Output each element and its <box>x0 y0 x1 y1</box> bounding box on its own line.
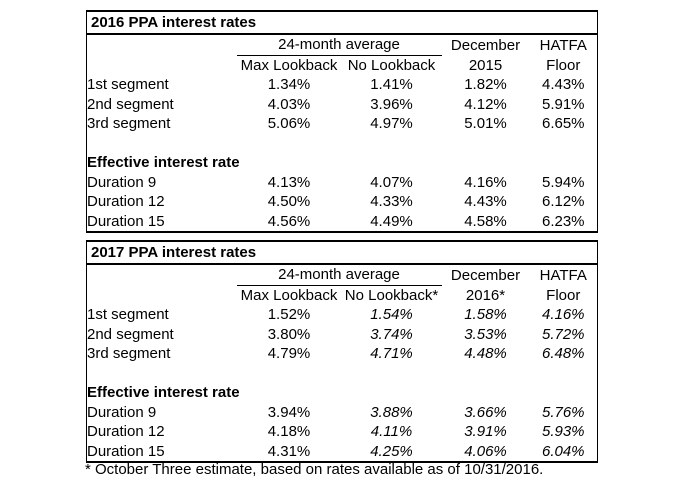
value-cell: 3.91% <box>464 423 507 441</box>
value-cell: 4.56% <box>267 212 311 230</box>
value-cell: 4.07% <box>370 173 413 191</box>
value-cell: 5.06% <box>267 115 311 133</box>
section-header-row <box>87 153 598 173</box>
value-cell <box>530 383 598 403</box>
value-cell: 4.50% <box>267 193 311 211</box>
data-row <box>87 305 598 325</box>
spacer-row <box>87 134 598 154</box>
value-cell <box>237 364 342 384</box>
col-header-year: 2015 <box>468 56 503 74</box>
row-label <box>87 134 237 154</box>
row-label: Duration 9 <box>87 173 157 191</box>
value-cell <box>442 383 530 403</box>
value-cell: 4.13% <box>267 173 311 191</box>
value-cell: 4.06% <box>464 442 507 460</box>
value-cell: 4.16% <box>464 173 507 191</box>
value-cell <box>342 153 442 173</box>
value-cell: 3.66% <box>464 403 507 421</box>
sub-header-row <box>87 55 598 75</box>
value-cell <box>442 134 530 154</box>
value-cell: 3.74% <box>370 325 413 343</box>
data-row <box>87 95 598 115</box>
value-cell: 6.23% <box>541 212 585 230</box>
value-cell <box>342 364 442 384</box>
value-cell: 4.33% <box>370 193 413 211</box>
table-title-row <box>87 11 598 34</box>
value-cell: 4.48% <box>464 345 507 363</box>
col-header-no-lookback: No Lookback* <box>344 286 439 304</box>
value-cell <box>530 364 598 384</box>
value-cell: 5.94% <box>541 173 585 191</box>
value-cell <box>442 153 530 173</box>
value-cell: 5.91% <box>541 95 585 113</box>
ppa-2016-table <box>86 10 598 233</box>
col-header-floor: Floor <box>546 286 581 304</box>
value-cell: 4.79% <box>267 345 311 363</box>
col-header-year: 2016* <box>465 286 506 304</box>
row-label: Effective interest rate <box>87 154 240 172</box>
value-cell: 3.88% <box>370 403 413 421</box>
col-header-max-lookback: Max Lookback <box>240 56 338 74</box>
value-cell: 5.76% <box>541 403 585 421</box>
value-cell <box>442 364 530 384</box>
value-cell: 4.03% <box>267 95 311 113</box>
value-cell: 4.58% <box>464 212 507 230</box>
data-row <box>87 114 598 134</box>
value-cell <box>237 383 342 403</box>
value-cell: 4.16% <box>541 306 585 324</box>
value-cell <box>237 134 342 154</box>
value-cell: 4.12% <box>464 95 507 113</box>
value-cell: 1.34% <box>267 76 311 94</box>
value-cell: 5.93% <box>541 423 585 441</box>
sub-header-row <box>87 285 598 305</box>
footnote: * October Three estimate, based on rates available as of 10/31/2016. <box>85 461 544 478</box>
value-cell: 6.48% <box>541 345 585 363</box>
empty-cell <box>87 264 237 285</box>
group-header-row <box>87 34 598 55</box>
row-label: 3rd segment <box>87 345 171 363</box>
row-label: 3rd segment <box>87 115 171 133</box>
value-cell: 6.12% <box>541 193 585 211</box>
data-row <box>87 75 598 95</box>
col-header-no-lookback: No Lookback <box>347 56 436 74</box>
col-header-max-lookback: Max Lookback <box>240 286 338 304</box>
ppa-2017-table <box>86 240 598 463</box>
value-cell: 1.52% <box>267 306 311 324</box>
row-label: 2nd segment <box>87 95 174 113</box>
table-title: 2016 PPA interest rates <box>87 11 598 34</box>
data-row <box>87 212 598 233</box>
section-header-row <box>87 383 598 403</box>
row-label <box>87 364 237 384</box>
value-cell: 1.82% <box>464 76 507 94</box>
value-cell: 6.65% <box>541 115 585 133</box>
spacer-row <box>87 364 598 384</box>
value-cell: 1.58% <box>464 306 507 324</box>
value-cell: 3.80% <box>267 325 311 343</box>
group-header-row <box>87 264 598 285</box>
col-header-december: December <box>450 266 521 284</box>
data-row <box>87 344 598 364</box>
value-cell: 4.18% <box>267 423 311 441</box>
row-label: Effective interest rate <box>87 384 240 402</box>
value-cell: 3.94% <box>267 403 311 421</box>
value-cell <box>342 134 442 154</box>
value-cell: 5.72% <box>541 325 585 343</box>
empty-cell <box>87 285 237 305</box>
data-row <box>87 403 598 423</box>
value-cell: 3.53% <box>464 325 507 343</box>
value-cell: 3.96% <box>370 95 413 113</box>
col-header-hatfa: HATFA <box>539 266 587 284</box>
value-cell: 4.43% <box>464 193 507 211</box>
data-row <box>87 192 598 212</box>
empty-cell <box>87 34 237 55</box>
row-label: Duration 15 <box>87 212 165 230</box>
data-row <box>87 325 598 345</box>
value-cell: 4.31% <box>267 442 311 460</box>
row-label: Duration 12 <box>87 193 165 211</box>
value-cell: 4.97% <box>370 115 413 133</box>
value-cell <box>342 383 442 403</box>
data-row <box>87 442 598 463</box>
row-label: Duration 15 <box>87 442 165 460</box>
data-row <box>87 422 598 442</box>
value-cell: 1.41% <box>370 76 413 94</box>
group-header-24-month: 24-month average <box>237 34 442 55</box>
row-label: 1st segment <box>87 76 169 94</box>
value-cell <box>237 153 342 173</box>
col-header-floor: Floor <box>546 56 581 74</box>
value-cell: 4.11% <box>370 423 413 441</box>
value-cell: 6.04% <box>541 442 585 460</box>
value-cell: 4.71% <box>370 345 413 363</box>
table-title-row <box>87 241 598 264</box>
value-cell: 4.25% <box>370 442 413 460</box>
value-cell: 4.49% <box>370 212 413 230</box>
group-header-24-month: 24-month average <box>237 264 442 285</box>
table-title: 2017 PPA interest rates <box>87 241 598 264</box>
col-header-december: December <box>450 36 521 54</box>
row-label: Duration 9 <box>87 403 157 421</box>
col-header-hatfa: HATFA <box>539 36 587 54</box>
value-cell <box>530 153 598 173</box>
row-label: Duration 12 <box>87 423 165 441</box>
value-cell: 1.54% <box>370 306 413 324</box>
empty-cell <box>87 55 237 75</box>
value-cell <box>530 134 598 154</box>
row-label: 1st segment <box>87 306 169 324</box>
value-cell: 5.01% <box>464 115 507 133</box>
value-cell: 4.43% <box>541 76 585 94</box>
row-label: 2nd segment <box>87 325 174 343</box>
data-row <box>87 173 598 193</box>
